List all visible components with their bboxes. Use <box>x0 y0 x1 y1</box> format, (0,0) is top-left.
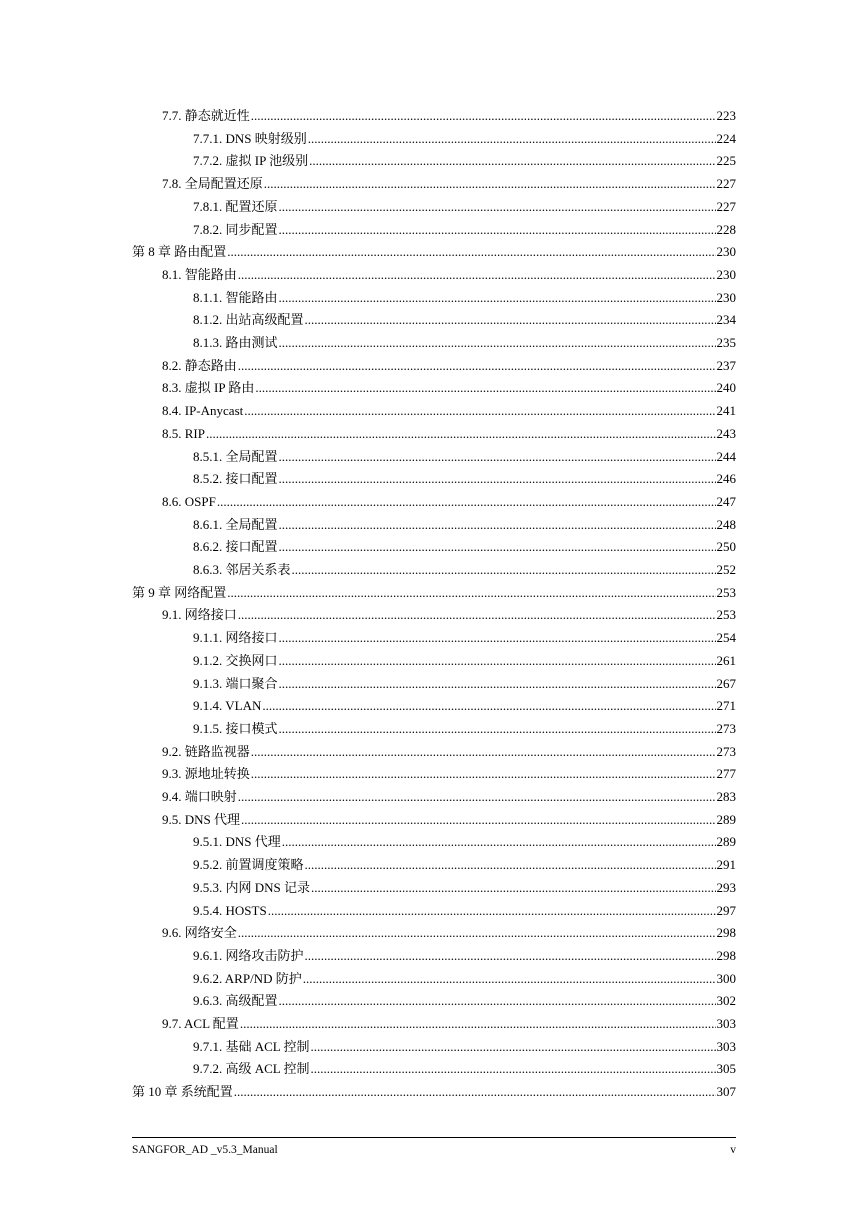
toc-entry[interactable] <box>193 468 736 491</box>
toc-entry-page: 243 <box>716 425 736 441</box>
toc-dot-leader <box>305 854 716 877</box>
toc-entry-page: 289 <box>716 834 736 850</box>
toc-dot-leader <box>251 763 716 786</box>
toc-entry-page: 271 <box>716 698 736 714</box>
toc-entry-page: 267 <box>716 675 736 691</box>
toc-entry-page: 298 <box>716 925 736 941</box>
toc-dot-leader <box>311 1058 716 1081</box>
toc-entry-title: 9.1.5. 接口模式 <box>193 720 278 736</box>
toc-entry-page: 241 <box>716 403 736 419</box>
toc-entry[interactable] <box>162 741 736 764</box>
toc-entry-page: 235 <box>716 335 736 350</box>
toc-entry[interactable] <box>162 264 736 287</box>
toc-entry-title: 第 10 章 系统配置 <box>132 1084 233 1100</box>
toc-entry-page: 230 <box>716 266 736 282</box>
toc-entry[interactable] <box>193 150 736 173</box>
toc-dot-leader <box>279 332 716 355</box>
toc-entry-title: 9.4. 端口映射 <box>162 789 237 804</box>
toc-dot-leader <box>251 741 716 764</box>
toc-entry-title: 9.5. DNS 代理 <box>162 811 241 827</box>
toc-dot-leader <box>238 786 716 809</box>
toc-dot-leader <box>206 423 716 446</box>
toc-entry-title: 8.4. IP-Anycast <box>162 403 244 419</box>
toc-entry[interactable] <box>162 1013 736 1036</box>
footer-document-name: SANGFOR_AD _v5.3_Manual <box>132 1144 278 1156</box>
toc-entry-page: 230 <box>716 244 736 260</box>
toc-entry-title: 9.7. ACL 配置 <box>162 1016 239 1031</box>
toc-entry-title: 9.2. 链路监视器 <box>162 743 250 759</box>
footer-page-number: v <box>730 1144 736 1156</box>
toc-dot-leader <box>279 673 716 696</box>
toc-entry-page: 246 <box>716 471 736 487</box>
toc-entry-title: 9.6. 网络安全 <box>162 925 237 941</box>
toc-entry-title: 8.5. RIP <box>162 425 205 441</box>
toc-entry-page: 305 <box>716 1061 736 1077</box>
toc-dot-leader <box>279 990 716 1013</box>
toc-entry-page: 223 <box>716 108 736 123</box>
toc-entry[interactable] <box>162 922 736 945</box>
toc-dot-leader <box>238 922 716 945</box>
toc-entry-page: 300 <box>716 970 736 986</box>
toc-entry[interactable] <box>193 627 736 650</box>
page-footer <box>132 1137 736 1162</box>
toc-entry-title: 8.6.2. 接口配置 <box>193 539 278 555</box>
toc-entry[interactable] <box>193 332 736 355</box>
toc-dot-leader <box>279 514 716 537</box>
toc-entry[interactable] <box>162 786 736 809</box>
toc-entry[interactable] <box>193 854 736 877</box>
toc-entry[interactable] <box>193 695 736 718</box>
toc-entry-page: 244 <box>716 448 736 464</box>
toc-entry[interactable] <box>162 400 736 423</box>
toc-entry[interactable] <box>132 582 736 605</box>
toc-entry-page: 247 <box>716 493 736 509</box>
toc-dot-leader <box>255 377 715 400</box>
toc-entry-title: 9.7.2. 高级 ACL 控制 <box>193 1061 310 1077</box>
toc-entry-title: 9.7.1. 基础 ACL 控制 <box>193 1038 310 1054</box>
toc-entry-page: 252 <box>716 562 736 577</box>
toc-entry-title: 8.5.2. 接口配置 <box>193 471 278 487</box>
toc-entry-page: 307 <box>716 1084 736 1100</box>
toc-entry[interactable] <box>193 196 736 219</box>
toc-dot-leader <box>292 559 716 582</box>
toc-entry-page: 240 <box>716 380 736 396</box>
toc-dot-leader <box>279 219 716 242</box>
toc-dot-leader <box>305 309 716 332</box>
toc-entry[interactable] <box>193 536 736 559</box>
toc-entry-page: 273 <box>716 720 736 736</box>
toc-entry-title: 7.7.2. 虚拟 IP 池级别 <box>193 153 309 169</box>
toc-entry-page: 228 <box>716 221 736 237</box>
toc-dot-leader <box>227 241 715 264</box>
toc-entry-page: 253 <box>716 607 736 623</box>
toc-entry-title: 9.6.3. 高级配置 <box>193 993 278 1009</box>
toc-entry-page: 298 <box>716 947 736 963</box>
toc-dot-leader <box>244 400 715 423</box>
toc-entry-page: 227 <box>716 176 736 192</box>
toc-entry-title: 8.1.3. 路由测试 <box>193 335 278 350</box>
toc-entry[interactable] <box>162 355 736 378</box>
toc-dot-leader <box>279 627 716 650</box>
toc-dot-leader <box>282 831 716 854</box>
toc-entry-title: 7.7. 静态就近性 <box>162 108 250 123</box>
toc-entry[interactable] <box>193 219 736 242</box>
toc-entry-title: 9.3. 源地址转换 <box>162 766 250 782</box>
toc-entry-title: 9.1. 网络接口 <box>162 607 237 623</box>
toc-entry[interactable] <box>193 945 736 968</box>
toc-entry[interactable] <box>193 650 736 673</box>
toc-entry-title: 8.1. 智能路由 <box>162 266 237 282</box>
toc-entry-title: 9.1.4. VLAN <box>193 698 262 714</box>
toc-entry-page: 224 <box>716 130 736 146</box>
toc-entry[interactable] <box>193 718 736 741</box>
toc-dot-leader <box>311 877 715 900</box>
toc-entry-title: 7.8. 全局配置还原 <box>162 176 263 192</box>
toc-dot-leader <box>279 287 716 310</box>
toc-entry[interactable] <box>132 1081 736 1104</box>
toc-entry[interactable] <box>193 287 736 310</box>
toc-dot-leader <box>311 1036 716 1059</box>
toc-entry-title: 8.2. 静态路由 <box>162 357 237 373</box>
toc-dot-leader <box>264 173 716 196</box>
toc-dot-leader <box>279 650 716 673</box>
toc-entry-title: 8.5.1. 全局配置 <box>193 448 278 464</box>
toc-dot-leader <box>279 468 716 491</box>
toc-entry[interactable] <box>132 241 736 264</box>
toc-entry[interactable] <box>193 968 736 991</box>
toc-entry-title: 8.6.3. 邻居关系表 <box>193 562 291 577</box>
toc-dot-leader <box>227 582 715 605</box>
toc-dot-leader <box>238 604 716 627</box>
toc-entry-page: 227 <box>716 198 736 214</box>
toc-entry[interactable] <box>193 514 736 537</box>
toc-entry[interactable] <box>162 763 736 786</box>
toc-entry-page: 225 <box>716 153 736 169</box>
toc-entry-page: 254 <box>716 630 736 646</box>
toc-dot-leader <box>238 355 716 378</box>
toc-entry-page: 250 <box>716 539 736 555</box>
toc-dot-leader <box>279 718 716 741</box>
toc-entry[interactable] <box>193 1058 736 1081</box>
toc-dot-leader <box>268 900 716 923</box>
toc-dot-leader <box>279 446 716 469</box>
toc-entry-title: 7.8.1. 配置还原 <box>193 198 278 214</box>
toc-entry[interactable] <box>193 900 736 923</box>
toc-entry[interactable] <box>162 423 736 446</box>
toc-dot-leader <box>305 945 716 968</box>
toc-entry-title: 9.5.4. HOSTS <box>193 902 267 918</box>
toc-dot-leader <box>241 809 715 832</box>
toc-entry[interactable] <box>193 877 736 900</box>
toc-entry[interactable] <box>193 309 736 332</box>
toc-entry-page: 291 <box>716 857 736 873</box>
toc-entry-page: 302 <box>716 993 736 1009</box>
toc-entry-title: 9.5.3. 内网 DNS 记录 <box>193 879 311 895</box>
toc-dot-leader <box>238 264 716 287</box>
toc-dot-leader <box>240 1013 716 1036</box>
toc-entry-page: 303 <box>716 1016 736 1031</box>
toc-entry-title: 7.8.2. 同步配置 <box>193 221 278 237</box>
toc-entry-title: 9.5.2. 前置调度策略 <box>193 857 304 873</box>
toc-entry-page: 230 <box>716 289 736 305</box>
toc-dot-leader <box>234 1081 716 1104</box>
toc-entry-page: 277 <box>716 766 736 782</box>
toc-entry-page: 297 <box>716 902 736 918</box>
toc-entry[interactable] <box>193 990 736 1013</box>
toc-dot-leader <box>309 150 715 173</box>
toc-entry-page: 234 <box>716 312 736 328</box>
toc-entry[interactable] <box>162 604 736 627</box>
toc-entry-page: 253 <box>716 584 736 600</box>
toc-entry-page: 283 <box>716 789 736 804</box>
toc-entry[interactable] <box>162 377 736 400</box>
toc-entry-page: 248 <box>716 516 736 532</box>
toc-entry-page: 273 <box>716 743 736 759</box>
toc-dot-leader <box>279 536 716 559</box>
toc-dot-leader <box>303 968 716 991</box>
toc-entry-page: 237 <box>716 357 736 373</box>
toc-entry[interactable] <box>193 559 736 582</box>
toc-entry-page: 261 <box>716 652 736 668</box>
toc-entry-title: 第 9 章 网络配置 <box>132 584 227 600</box>
toc-entry[interactable] <box>193 831 736 854</box>
toc-entry[interactable] <box>193 446 736 469</box>
toc-entry-page: 289 <box>716 811 736 827</box>
toc-dot-leader <box>279 196 716 219</box>
toc-dot-leader <box>308 128 716 151</box>
toc-entry[interactable] <box>162 491 736 514</box>
toc-entry-title: 8.1.1. 智能路由 <box>193 289 278 305</box>
toc-entry[interactable] <box>193 1036 736 1059</box>
toc-entry[interactable] <box>193 673 736 696</box>
toc-entry-title: 8.6. OSPF <box>162 493 216 509</box>
toc-entry-title: 8.1.2. 出站高级配置 <box>193 312 304 328</box>
toc-entry-page: 303 <box>716 1038 736 1054</box>
toc-entry-title: 9.1.3. 端口聚合 <box>193 675 278 691</box>
toc-dot-leader <box>217 491 716 514</box>
toc-entry[interactable] <box>162 809 736 832</box>
toc-entry-title: 第 8 章 路由配置 <box>132 244 227 260</box>
toc-entry-title: 9.6.1. 网络攻击防护 <box>193 947 304 963</box>
toc-dot-leader <box>251 105 716 128</box>
toc-entry-page: 293 <box>716 879 736 895</box>
toc-entry-title: 8.3. 虚拟 IP 路由 <box>162 380 255 396</box>
toc-entry-title: 8.6.1. 全局配置 <box>193 516 278 532</box>
toc-dot-leader <box>262 695 715 718</box>
toc-entry[interactable] <box>162 105 736 128</box>
toc-entry[interactable] <box>162 173 736 196</box>
toc-entry-title: 9.6.2. ARP/ND 防护 <box>193 970 302 986</box>
toc-entry-title: 9.1.2. 交换网口 <box>193 652 278 668</box>
toc-entry-title: 9.1.1. 网络接口 <box>193 630 278 646</box>
toc-entry-title: 7.7.1. DNS 映射级别 <box>193 130 307 146</box>
toc-entry[interactable] <box>193 128 736 151</box>
toc-entry-title: 9.5.1. DNS 代理 <box>193 834 281 850</box>
